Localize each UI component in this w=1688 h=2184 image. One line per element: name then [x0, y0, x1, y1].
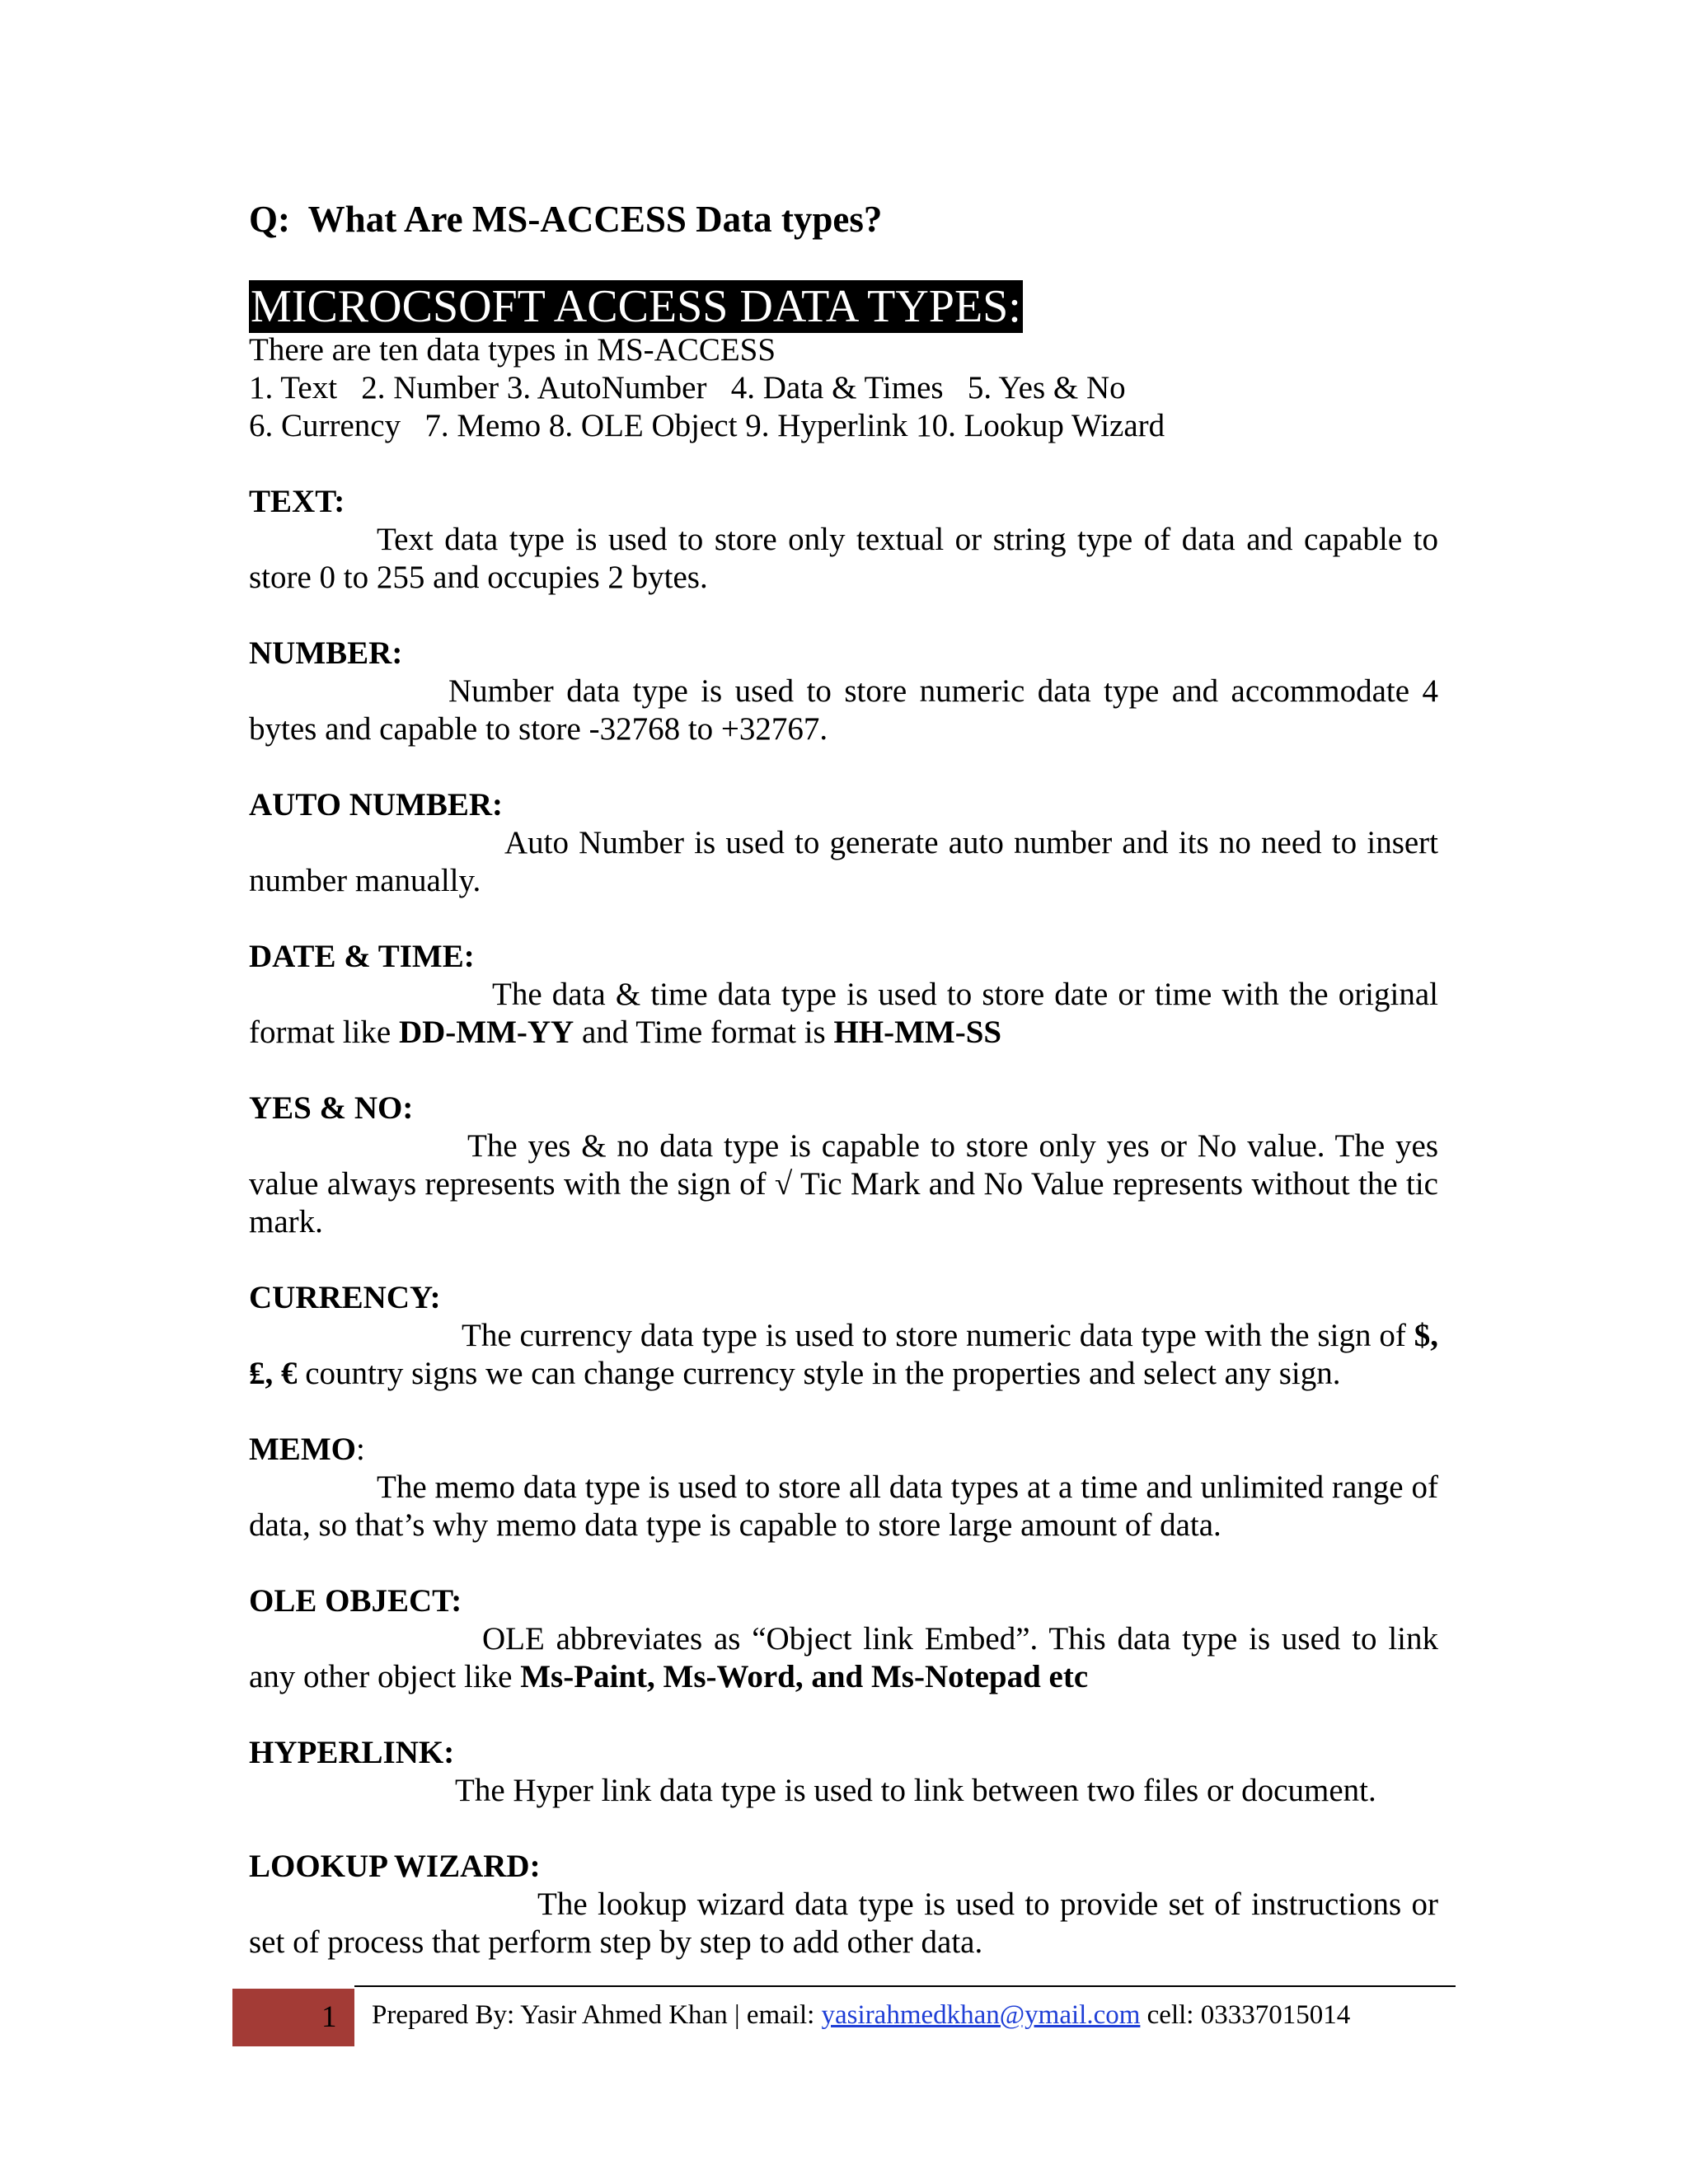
- currency-signs-text: $, ₤, €: [249, 1318, 1438, 1391]
- cell-text: cell: 03337015014: [1140, 2000, 1351, 2030]
- section-title: YES & NO:: [249, 1090, 414, 1126]
- section-title-colon: :: [355, 1432, 365, 1467]
- data-type-sections: [249, 483, 1438, 1999]
- section-autonumber: [249, 786, 1438, 900]
- section-title: HYPERLINK:: [249, 1735, 455, 1770]
- section-ole-object: [249, 1582, 1438, 1696]
- section-body: [249, 976, 1438, 1052]
- section-title-text: MEMO: [249, 1432, 356, 1467]
- date-format-text: DD-MM-YY: [398, 1015, 574, 1050]
- body-text: The data & time data type is used to store date or time with the original format like: [249, 977, 1438, 1050]
- section-body: The memo data type is used to store all data types at a time and unlimited range of data, so that’s why memo data type is capable to store large amount of data.: [249, 1469, 1438, 1543]
- section-body: Auto Number is used to generate auto number and its no need to insert number manually.: [249, 825, 1438, 898]
- section-lookup-wizard: [249, 1848, 1438, 1961]
- section-title: NUMBER:: [249, 635, 403, 671]
- intro-line: There are ten data types in MS-ACCESS: [249, 332, 776, 368]
- section-title: AUTO NUMBER:: [249, 787, 504, 823]
- footer-credits: [372, 1996, 1350, 2034]
- data-types-list-line: 6. Currency 7. Memo 8. OLE Object 9. Hyperlink 10. Lookup Wizard: [249, 408, 1165, 443]
- data-types-list-line: 1. Text 2. Number 3. AutoNumber 4. Data & Times 5. Yes & No: [249, 370, 1126, 405]
- section-body: The Hyper link data type is used to link between two files or document.: [455, 1773, 1376, 1808]
- section-body: The yes & no data type is capable to store only yes or No value. The yes value always represents with the sign of √ Tic Mark and No Value represents without the tic mark.: [249, 1128, 1438, 1240]
- section-text: [249, 483, 1438, 597]
- section-hyperlink: [249, 1734, 1438, 1810]
- prepared-by-text: Prepared By: Yasir Ahmed Khan | email:: [372, 2000, 822, 2030]
- section-yes-no: [249, 1090, 1438, 1241]
- section-number: [249, 635, 1438, 748]
- section-body: [249, 1317, 1438, 1393]
- body-text: and Time format is: [574, 1015, 834, 1050]
- intro-block: [249, 331, 1444, 445]
- section-memo: [249, 1431, 1438, 1544]
- section-title: TEXT:: [249, 484, 345, 519]
- body-text: country signs we can change currency style in the properties and select any sign.: [297, 1356, 1341, 1391]
- section-currency: [249, 1279, 1438, 1393]
- section-body: The lookup wizard data type is used to provide set of instructions or set of process that perform step by step to add other data.: [249, 1886, 1438, 1960]
- section-title: [249, 1431, 1438, 1469]
- email-link[interactable]: yasirahmedkhan@ymail.com: [821, 2000, 1141, 2030]
- body-text: The currency data type is used to store numeric data type with the sign of: [462, 1318, 1414, 1353]
- footer-divider: [354, 1985, 1456, 1987]
- section-title: OLE OBJECT:: [249, 1583, 462, 1619]
- section-body: [249, 1620, 1438, 1696]
- time-format-text: HH-MM-SS: [833, 1015, 1002, 1050]
- section-title: LOOKUP WIZARD:: [249, 1849, 541, 1884]
- section-body: Number data type is used to store numeric data type and accommodate 4 bytes and capable to store -32768 to +32767.: [249, 673, 1438, 747]
- section-date-time: [249, 938, 1438, 1052]
- question-heading: Q: What Are MS-ACCESS Data types?: [249, 199, 883, 240]
- main-heading: MICROCSOFT ACCESS DATA TYPES:: [251, 281, 1021, 332]
- section-title: DATE & TIME:: [249, 939, 475, 974]
- ole-examples-text: Ms-Paint, Ms-Word, and Ms-Notepad etc: [520, 1659, 1089, 1694]
- section-body: Text data type is used to store only textual or string type of data and capable to store 0 to 255 and occupies 2 bytes.: [249, 522, 1438, 595]
- section-title: CURRENCY:: [249, 1280, 441, 1315]
- page-number: 1: [321, 2000, 337, 2034]
- body-text: OLE abbreviates as “Object link Embed”. This data type is used to link any other object like: [249, 1621, 1438, 1694]
